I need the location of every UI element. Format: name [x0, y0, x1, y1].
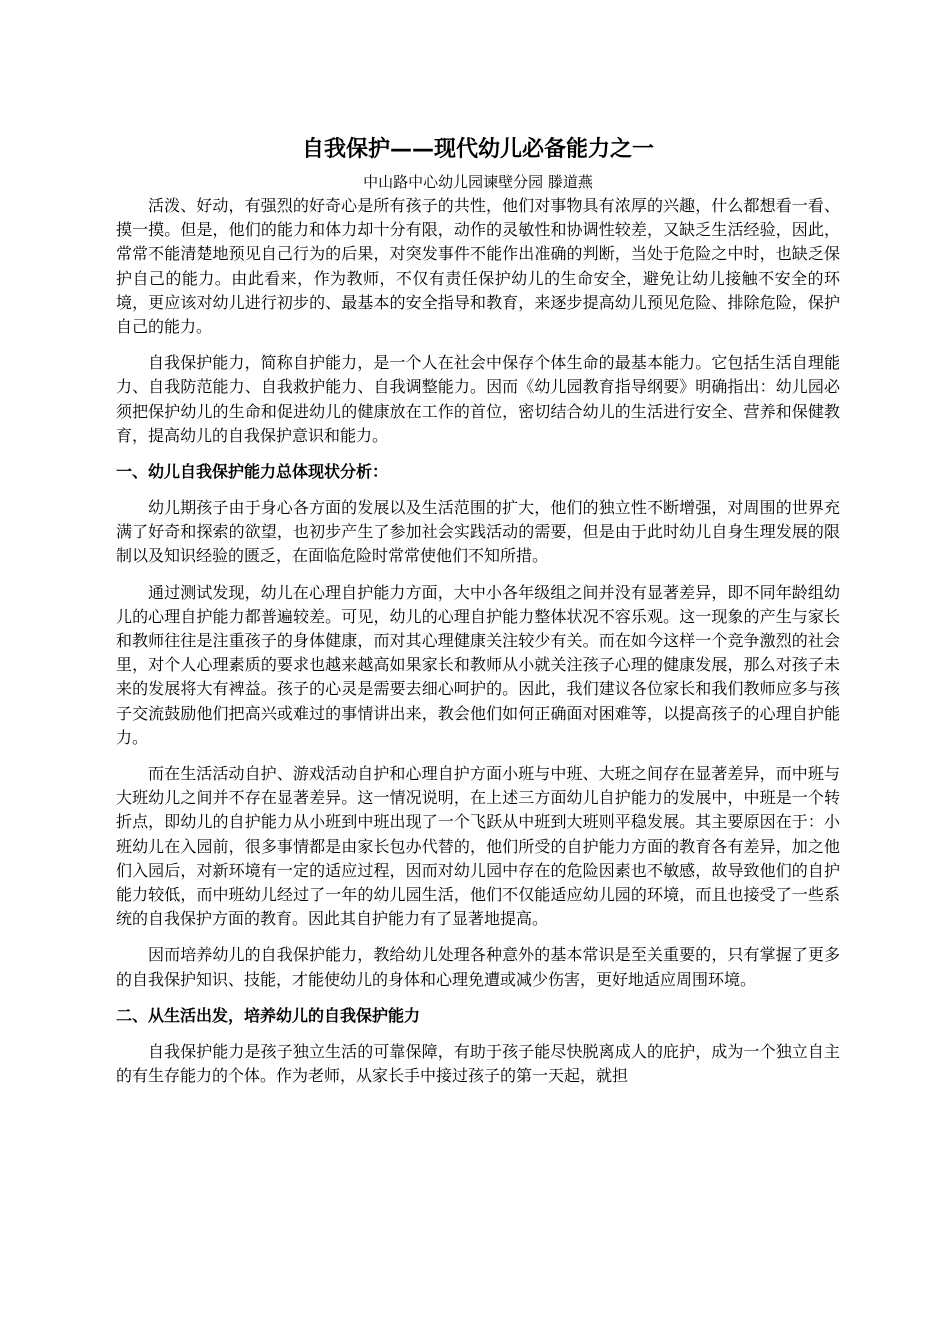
author-line: 中山路中心幼儿园谏壁分园 滕道燕	[363, 173, 593, 191]
document-title: 自我保护——现代幼儿必备能力之一	[301, 137, 654, 162]
section-heading-2: 二、从生活出发，培养幼儿的自我保护能力	[116, 1005, 421, 1025]
document-page	[116, 130, 840, 1088]
paragraph-status: 幼儿期孩子由于身心各方面的发展以及生活范围的扩大，他们的独立性不断增强，对周围的世界充满了好奇和探索的欲望，也初步产生了参加社会实践活动的需要，但是由于此时幼儿自身生理发展的限制以及知识经验的匮乏，在面临危险时常常使他们不知所措。	[116, 498, 840, 566]
paragraph-life-skills: 自我保护能力是孩子独立生活的可靠保障，有助于孩子能尽快脱离成人的庇护，成为一个独立自主的有生存能力的个体。作为老师，从家长手中接过孩子的第一天起，就担	[116, 1041, 840, 1086]
paragraph-intro: 活泼、好动，有强烈的好奇心是所有孩子的共性，他们对事物具有浓厚的兴趣，什么都想看一看、摸一摸。但是，他们的能力和体力却十分有限，动作的灵敏性和协调性较差，又缺乏生活经验，因此，常常不能清楚地预见自己行为的后果，对突发事件不能作出准确的判断，当处于危险之中时，也缺乏保护自己的能力。由此看来，作为教师，不仅有责任保护幼儿的生命安全，避免让幼儿接触不安全的环境，更应该对幼儿进行初步的、最基本的安全指导和教育，来逐步提高幼儿预见危险、排除危险，保护自己的能力。	[116, 196, 840, 337]
paragraph-class-differences: 而在生活活动自护、游戏活动自护和心理自护方面小班与中班、大班之间存在显著差异，而中班与大班幼儿之间并不存在显著差异。这一情况说明，在上述三方面幼儿自护能力的发展中，中班是一个转折点，即幼儿的自护能力从小班到中班出现了一个飞跃从中班到大班则平稳发展。其主要原因在于：小班幼儿在入园前，很多事情都是由家长包办代替的，他们所受的自护能力方面的教育各有差异，加之他们入园后，对新环境有一定的适应过程，因而对幼儿园中存在的危险因素也不敏感，故导致他们的自护能力较低，而中班幼儿经过了一年的幼儿园生活，他们不仅能适应幼儿园的环境，而且也接受了一些系统的自我保护方面的教育。因此其自护能力有了显著地提高。	[116, 764, 840, 929]
paragraph-definition: 自我保护能力，简称自护能力，是一个人在社会中保存个体生命的最基本能力。它包括生活自理能力、自我防范能力、自我救护能力、自我调整能力。因而《幼儿园教育指导纲要》明确指出：幼儿园必须把保护幼儿的生命和促进幼儿的健康放在工作的首位，密切结合幼儿的生活进行安全、营养和保健教育，提高幼儿的自我保护意识和能力。	[116, 353, 840, 445]
paragraph-importance: 因而培养幼儿的自我保护能力，教给幼儿处理各种意外的基本常识是至关重要的，只有掌握了更多的自我保护知识、技能，才能使幼儿的身体和心理免遭或减少伤害，更好地适应周围环境。	[116, 945, 840, 989]
paragraph-test-findings: 通过测试发现，幼儿在心理自护能力方面，大中小各年级组之间并没有显著差异，即不同年龄组幼儿的心理自护能力都普遍较差。可见，幼儿的心理自护能力整体状况不容乐观。这一现象的产生与家长和教师往往是注重孩子的身体健康，而对其心理健康关注较少有关。而在如今这样一个竞争激烈的社会里，对个人心理素质的要求也越来越高如果家长和教师从小就关注孩子心理的健康发展，那么对孩子未来的发展将大有裨益。孩子的心灵是需要去细心呵护的。因此，我们建议各位家长和我们教师应多与孩子交流鼓励他们把高兴或难过的事情讲出来，教会他们如何正确面对困难等，以提高孩子的心理自护能力。	[116, 582, 840, 747]
section-heading-1: 一、幼儿自我保护能力总体现状分析：	[116, 462, 389, 482]
